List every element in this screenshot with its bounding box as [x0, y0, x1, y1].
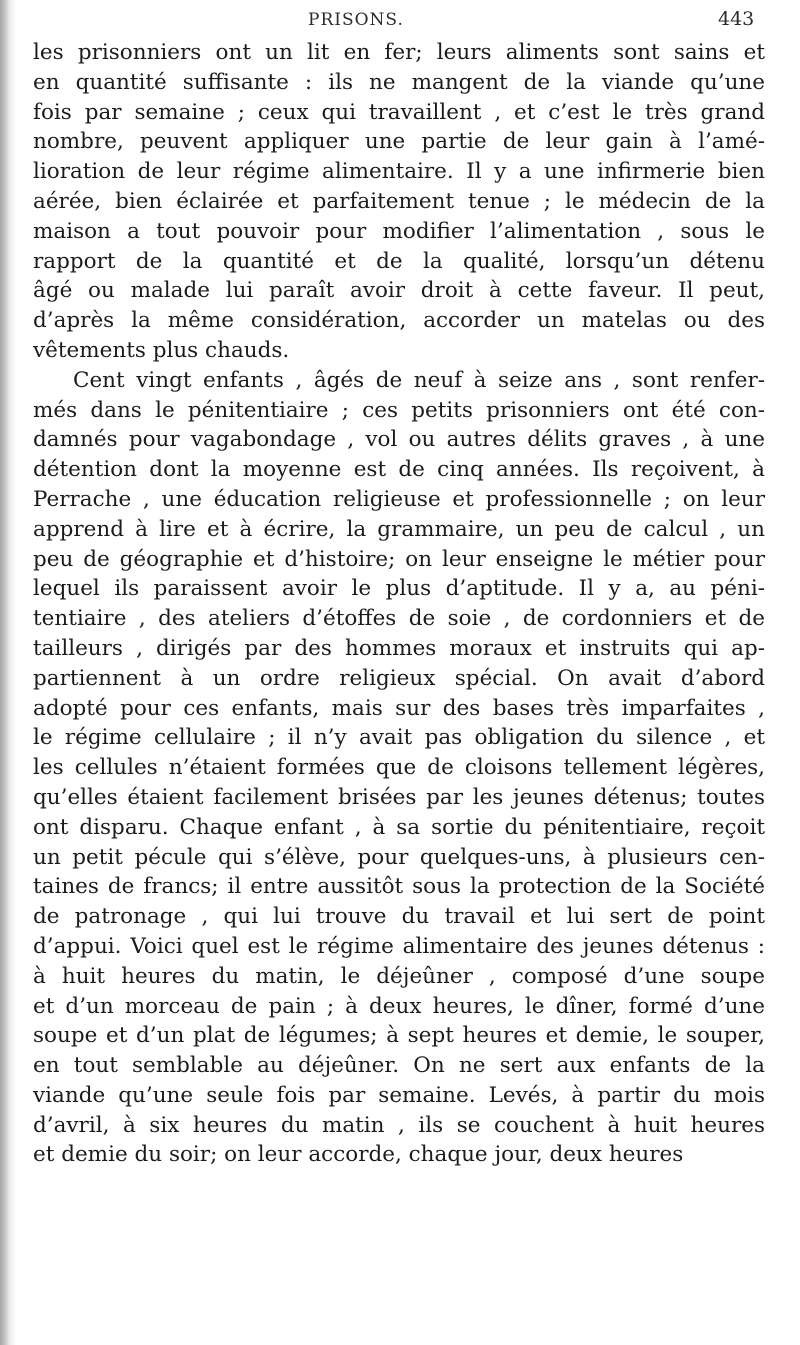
text-line: apprend à lire et à écrire, la grammaire, un peu de calcul , un — [33, 516, 765, 542]
text-line: taines de francs; il entre aussitôt sous la protection de la Société — [33, 874, 765, 900]
text-line: viande qu’une seule fois par semaine. Levés, à partir du mois — [33, 1082, 765, 1108]
page-number: 443 — [718, 8, 755, 30]
text-line: les prisonniers ont un lit en fer; leurs aliments sont sains et — [33, 40, 765, 65]
text-line: nombre, peuvent appliquer une partie de leur gain à l’amé- — [33, 129, 765, 155]
page-binding-edge — [0, 0, 16, 1345]
text-line: le régime cellulaire ; il n’y avait pas obligation du silence , et — [33, 725, 765, 751]
text-line: lioration de leur régime alimentaire. Il y a une infirmerie bien — [33, 159, 765, 185]
text-line: més dans le pénitentiaire ; ces petits prisonniers ont été con- — [33, 397, 765, 423]
text-line: aérée, bien éclairée et parfaitement tenue ; le médecin de la — [33, 188, 765, 214]
text-line: d’appui. Voici quel est le régime alimentaire des jeunes détenus : — [33, 933, 765, 959]
text-line: en tout semblable au déjeûner. On ne sert aux enfants de la — [33, 1053, 765, 1079]
text-line: fois par semaine ; ceux qui travaillent , et c’est le très grand — [33, 99, 765, 125]
text-line: vêtements plus chauds. — [33, 337, 290, 363]
running-head: PRISONS. — [308, 10, 404, 30]
text-line: tailleurs , dirigés par des hommes moraux et instruits qui ap- — [33, 635, 765, 661]
text-line: un petit pécule qui s’élève, pour quelques-uns, à plusieurs cen- — [33, 844, 765, 870]
text-line: et demie du soir; on leur accorde, chaque jour, deux heures — [33, 1142, 684, 1168]
text-line: adopté pour ces enfants, mais sur des bases très imparfaites , — [33, 695, 765, 721]
text-line: peu de géographie et d’histoire; on leur enseigne le métier pour — [33, 546, 765, 572]
text-line: lequel ils paraissent avoir le plus d’aptitude. Il y a, au péni- — [33, 576, 765, 602]
text-line: Cent vingt enfants , âgés de neuf à seize ans , sont renfer- — [73, 367, 765, 393]
text-line: rapport de la quantité et de la qualité, lorsqu’un détenu — [33, 248, 765, 274]
text-line: âgé ou malade lui paraît avoir droit à cette faveur. Il peut, — [33, 278, 765, 304]
page-header — [0, 6, 800, 36]
text-line: ont disparu. Chaque enfant , à sa sortie du pénitentiaire, reçoit — [33, 814, 765, 840]
text-line: qu’elles étaient facilement brisées par les jeunes détenus; toutes — [33, 784, 765, 810]
text-line: partiennent à un ordre religieux spécial. On avait d’abord — [33, 665, 765, 691]
text-line: à huit heures du matin, le déjeûner , composé d’une soupe — [33, 963, 765, 989]
text-line: les cellules n’étaient formées que de cloisons tellement légères, — [33, 755, 765, 781]
text-line: tentiaire , des ateliers d’étoffes de soie , de cordonniers et de — [33, 606, 765, 632]
body-text — [33, 38, 765, 1170]
text-line: d’avril, à six heures du matin , ils se couchent à huit heures — [33, 1112, 765, 1138]
text-line: de patronage , qui lui trouve du travail et lui sert de point — [33, 904, 765, 930]
text-line: Perrache , une éducation religieuse et professionnelle ; on leur — [33, 486, 765, 512]
text-line: soupe et d’un plat de légumes; à sept heures et demie, le souper, — [33, 1023, 765, 1049]
text-line: détention dont la moyenne est de cinq années. Ils reçoivent, à — [33, 457, 765, 483]
text-line: damnés pour vagabondage , vol ou autres délits graves , à une — [33, 427, 765, 453]
text-line: et d’un morceau de pain ; à deux heures, le dîner, formé d’une — [33, 993, 765, 1019]
text-line: maison a tout pouvoir pour modifier l’alimentation , sous le — [33, 218, 765, 244]
text-line: d’après la même considération, accorder un matelas ou des — [33, 308, 765, 334]
text-line: en quantité suffisante : ils ne mangent de la viande qu’une — [33, 69, 765, 95]
